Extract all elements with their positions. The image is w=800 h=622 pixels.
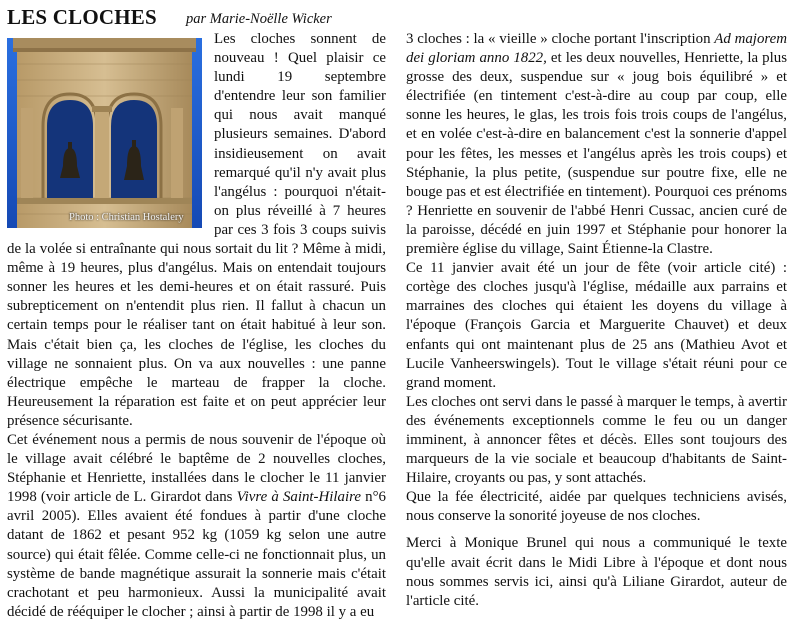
photo-wrap-spacer	[7, 30, 214, 229]
text-run: Cet événement nous a permis de nous souvenir de l'époque où le village avait célébré le baptême de 2 nouvelles cloches, Stéphanie et Henriette, installées dans le clocher le 11 janvier 1998 (voir article de L. Girardot dans	[7, 431, 386, 506]
photo-credit: Photo : Christian Hostalery	[69, 212, 184, 223]
acknowledgement-paragraph: Merci à Monique Brunel qui nous a communiqué le texte qu'elle avait écrit dans le Midi Libre à l'époque et dont nous nous sommes servis ici, ainsi qu'à Liliane Girardot, auteur de l'article cité.	[406, 535, 787, 609]
paragraph: Ce 11 janvier avait été un jour de fête (voir article cité) : cortège des cloches jusqu'à l'église, médaille aux parrains et marraines des cloches qui étaient les doyens du village à l'époque (François Garcia et Marguerite Chauvet) et deux enfants qui ont maintenant plus de 25 ans (Mathieu Avot et Lucile Vanheerswingels). Tout le village s'était réuni pour ce grand moment.	[406, 260, 787, 391]
text-run: et les deux nouvelles, Henriette, la plus grosse des deux, suspendue sur « joug bois équilibré » et électrifiée (en tintement c'est-à-dire au coup par coup, elle sonne les heures, le glas, les trois fois trois coups de l'angélus, et en volée c'est-à-dire en balancement c'est la sonnerie d'appel pour les fêtes, les messes et l'angélus après les trois coups) et Stéphanie, la plus petite, (suspendue sur poutre fixe, elle ne bouge pas et est électrifiée en tintement). Pourquoi ces prénoms ? Henriette en souvenir de l'abbé Henri Cussac, ancien curé de la paroisse, décédé en juin 1997 et Stéphanie pour honorer la première église du village, Saint Étienne-la Clastre.	[406, 50, 787, 258]
text-run: 3 cloches : la « vieille » cloche portant l'inscription	[406, 31, 715, 47]
bell-inscription: Ad majorem dei gloriam anno 1822,	[406, 31, 787, 67]
paragraph	[7, 431, 386, 622]
text-run: n°6 avril 2005). Elles avaient été fondues à partir d'une cloche datant de 1862 et pesant 952 kg (1059 kg selon une autre source) qui était fêlée. Comme celle-ci ne fonctionnait plus, un système de bande magnétique assurait la sonnerie mais c'était crachotant et peu harmonieux. Aussi la municipalité avait décidé de rééquiper le clocher ; ainsi à partir de 1998 il y a eu	[7, 489, 386, 620]
article-column-1	[7, 30, 386, 620]
paragraph: Les cloches ont servi dans le passé à marquer le temps, à avertir des événements exceptionnels comme le feu ou un danger imminent, à annoncer fêtes et décès. Elles sont toujours des marqueurs de la vie sociale et beaucoup d'habitants de Saint-Hilaire, croyants ou pas, y sont attachés.	[406, 393, 787, 487]
paragraph	[406, 30, 787, 259]
publication-title: Vivre à Saint-Hilaire	[236, 489, 361, 506]
article-byline: par Marie-Noëlle Wicker	[186, 11, 332, 27]
article-title: LES CLOCHES	[7, 5, 157, 29]
paragraph: Que la fée électricité, aidée par quelques techniciens avisés, nous conserve la sonorité joyeuse de nos cloches.	[406, 489, 787, 525]
paragraph: Les cloches sonnent de nouveau ! Quel plaisir ce lundi 19 septembre d'entendre leur son familier qui nous avait manqué plusieurs semaines. D'abord insidieusement on avait remarqué qu'il n'y avait plus l'angélus : pourquoi n'était-on plus réveillé à 7 heures par ces 3 fois 3 coups suivis de la volée si entraînante qui nous sortait du lit ? Même à midi, même à 19 heures, plus d'angélus. Mais on entendait toujours sonner les heures et les demi-heures et on était rassuré. Puis subrepticement on n'entendit plus rien. Il fallut à chacun un certain temps pour le réaliser tant on était habitué à leur son. Mais c'était bien ça, les cloches de l'église, les cloches du village ne sonnaient plus. On va aux nouvelles : une panne électrique empêche le marteau de frapper la cloche. Heureusement la réparation est faite et on peut apprécier leur présence sécurisante.	[7, 31, 386, 429]
article-column-2	[406, 30, 787, 609]
